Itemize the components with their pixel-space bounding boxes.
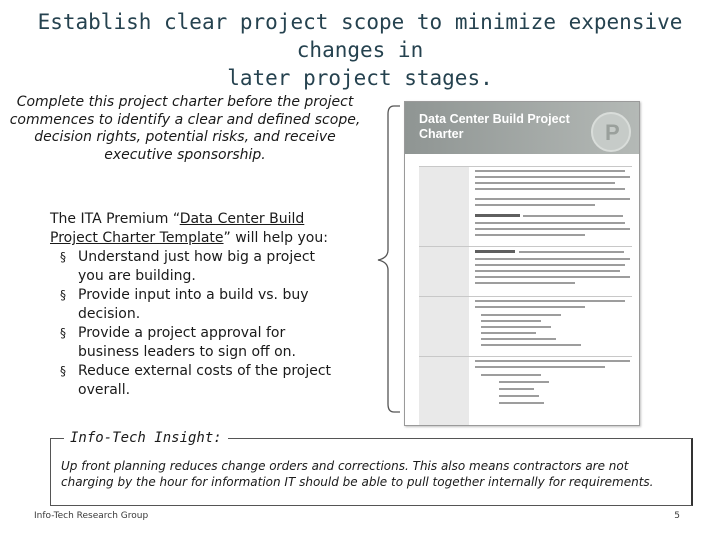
intro-text: Complete this project charter before the project commences to identify a clear and defined scope, decision rights, potential risks, and receive executive sponsorship.	[9, 94, 361, 163]
document-title: Data Center Build Project Charter	[419, 112, 570, 141]
benefit-list	[60, 248, 340, 400]
help-prefix: The ITA Premium “	[50, 211, 180, 227]
bullet-marker-icon: §	[60, 288, 66, 302]
page-number: 5	[674, 511, 680, 521]
list-item	[60, 248, 340, 286]
list-item	[60, 286, 340, 324]
bullet-marker-icon: §	[60, 364, 66, 378]
footer-org: Info-Tech Research Group	[34, 511, 149, 521]
insight-label: Info-Tech Insight:	[64, 430, 228, 446]
charter-document-thumbnail	[404, 101, 640, 426]
logo-icon: P	[591, 112, 631, 152]
list-item-text: Understand just how big a project you are building.	[78, 249, 316, 284]
bullet-marker-icon: §	[60, 326, 66, 340]
list-item-text: Reduce external costs of the project overall.	[78, 363, 332, 398]
curly-brace-icon	[368, 104, 402, 416]
template-help-block	[50, 210, 340, 400]
list-item-text: Provide input into a build vs. buy decision.	[78, 287, 309, 322]
help-suffix: ” will help you:	[223, 230, 328, 246]
insight-text: Up front planning reduces change orders and corrections. This also means contractors are not charging by the hour for information IT should be able to pull together internally for requirements.	[61, 459, 654, 489]
bullet-marker-icon: §	[60, 250, 66, 264]
list-item	[60, 362, 340, 400]
list-item-text: Provide a project approval for business leaders to sign off on.	[78, 325, 296, 360]
slide-title-line-1: Establish clear project scope to minimize expensive changes in	[37, 10, 683, 62]
slide-title	[0, 8, 720, 92]
document-header	[405, 102, 639, 154]
help-sentence	[50, 210, 340, 248]
list-item	[60, 324, 340, 362]
template-link[interactable]: Data Center Build Project Charter Template	[50, 211, 305, 246]
slide-title-line-2: later project stages.	[227, 66, 493, 90]
